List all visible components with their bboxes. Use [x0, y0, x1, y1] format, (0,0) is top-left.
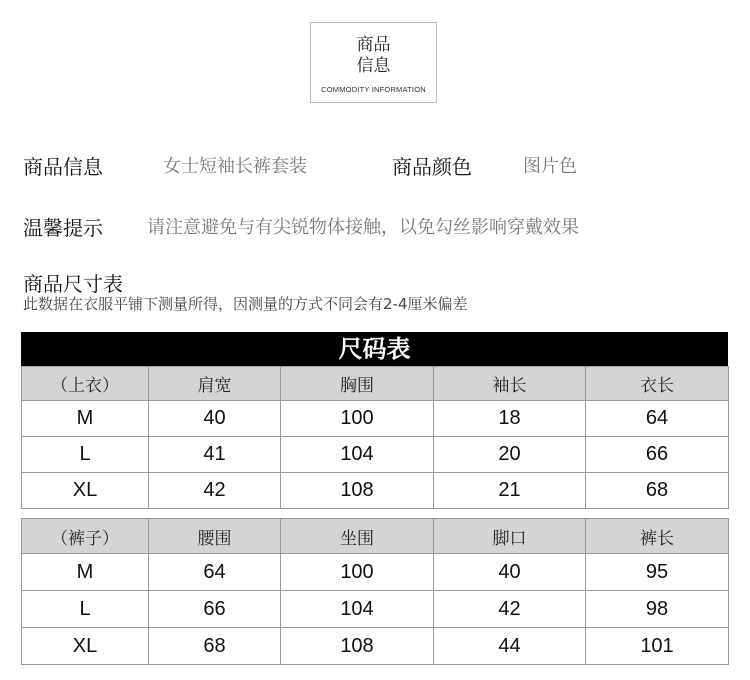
tip-value: 请注意避免与有尖锐物体接触，以免勾丝影响穿戴效果 — [147, 217, 579, 238]
value-cell: 95 — [586, 554, 729, 591]
top-header-cell: 衣长 — [586, 367, 729, 401]
bottom-header-cell: 坐围 — [281, 519, 434, 554]
product-value: 女士短袖长裤套装 — [163, 156, 307, 177]
value-cell: 104 — [281, 437, 434, 473]
value-cell: 68 — [149, 628, 281, 665]
value-cell: 40 — [434, 554, 586, 591]
size-table-title: 尺码表 — [21, 332, 728, 366]
value-cell: 100 — [281, 401, 434, 437]
top-header-cell: 肩宽 — [149, 367, 281, 401]
value-cell: 21 — [434, 473, 586, 509]
bottom-header-cell: 脚口 — [434, 519, 586, 554]
commodity-info-title-box — [310, 22, 437, 103]
title-cn-line2: 信息 — [356, 56, 391, 76]
color-label: 商品颜色 — [392, 155, 472, 179]
value-cell: 98 — [586, 591, 729, 628]
value-cell: 44 — [434, 628, 586, 665]
product-label: 商品信息 — [23, 155, 103, 179]
top-header-cell: 胸围 — [281, 367, 434, 401]
bottom-header-cell: （裤子） — [22, 519, 149, 554]
top-table-header-row — [22, 367, 729, 401]
bottom-header-cell: 腰围 — [149, 519, 281, 554]
measurement-note: 此数据在衣服平铺下测量所得，因测量的方式不同会有2-4厘米偏差 — [23, 295, 468, 313]
size-cell: XL — [22, 628, 149, 665]
size-cell: L — [22, 591, 149, 628]
bottom-header-cell: 裤长 — [586, 519, 729, 554]
size-cell: M — [22, 401, 149, 437]
value-cell: 18 — [434, 401, 586, 437]
table-row — [22, 401, 729, 437]
value-cell: 64 — [586, 401, 729, 437]
value-cell: 108 — [281, 628, 434, 665]
title-en: COMMODITY INFORMATION — [321, 85, 426, 94]
size-cell: XL — [22, 473, 149, 509]
top-header-cell: （上衣） — [22, 367, 149, 401]
top-size-table — [21, 366, 729, 509]
top-header-cell: 袖长 — [434, 367, 586, 401]
value-cell: 20 — [434, 437, 586, 473]
bottom-size-table — [21, 518, 729, 665]
value-cell: 42 — [149, 473, 281, 509]
value-cell: 108 — [281, 473, 434, 509]
value-cell: 101 — [586, 628, 729, 665]
size-section-title: 商品尺寸表 — [23, 272, 123, 296]
value-cell: 68 — [586, 473, 729, 509]
value-cell: 40 — [149, 401, 281, 437]
size-cell: M — [22, 554, 149, 591]
table-row — [22, 473, 729, 509]
tip-label: 温馨提示 — [23, 216, 103, 240]
bottom-table-header-row — [22, 519, 729, 554]
value-cell: 104 — [281, 591, 434, 628]
value-cell: 64 — [149, 554, 281, 591]
table-row — [22, 554, 729, 591]
table-row — [22, 591, 729, 628]
value-cell: 66 — [149, 591, 281, 628]
value-cell: 42 — [434, 591, 586, 628]
color-value: 图片色 — [523, 156, 577, 177]
title-cn-line1: 商品 — [356, 35, 391, 55]
table-row — [22, 628, 729, 665]
value-cell: 100 — [281, 554, 434, 591]
value-cell: 66 — [586, 437, 729, 473]
value-cell: 41 — [149, 437, 281, 473]
table-row — [22, 437, 729, 473]
size-cell: L — [22, 437, 149, 473]
